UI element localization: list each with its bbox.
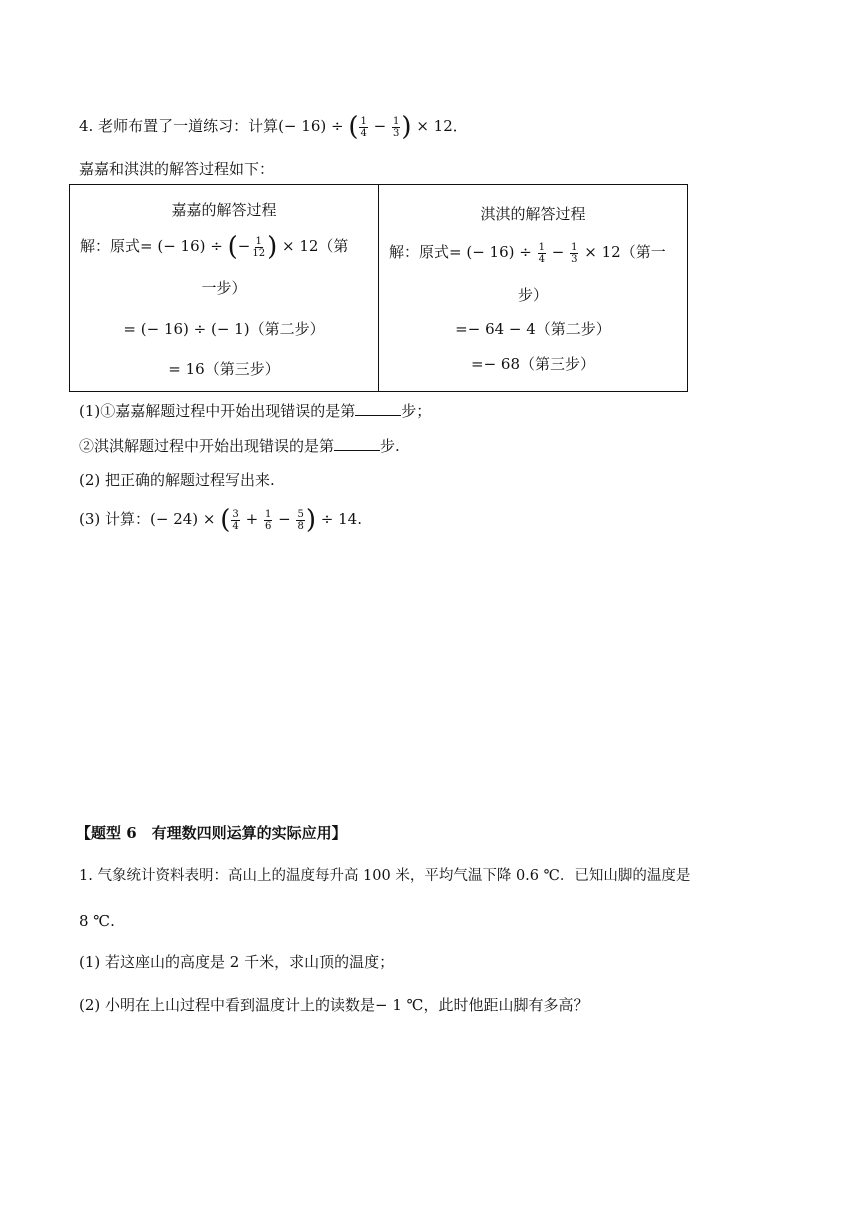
- jiajia-step-3: = 16（第三步）: [168, 360, 280, 378]
- jiajia-step-1: 解：原式= (− 16) ÷ (− $\frac{1}{12}$ ) × 12（第: [80, 232, 349, 262]
- question-1b: ②淇淇解题过程中开始出现错误的是第 步.: [79, 437, 400, 455]
- problem-6-question-1: (1) 若这座山的高度是 2 千米，求山顶的温度；: [79, 953, 395, 971]
- qiqi-step-3: =− 68（第三步）: [471, 355, 595, 373]
- left-paren: (: [348, 112, 359, 142]
- answer-blank[interactable]: [334, 436, 380, 451]
- qiqi-step-1: 解：原式= (− 16) ÷ $\frac{1}{4}$ − $\frac{1}{3}$ × 12（第一: [389, 241, 666, 265]
- qiqi-title: 淇淇的解答过程: [480, 205, 586, 223]
- qiqi-step-1-wrap: 步）: [517, 286, 548, 304]
- question-3: (3) 计算：(− 24) × ( $\frac{3}{4}$ + $\frac{1}{6}$ − $\frac{5}{8}$ ) ÷ 14.: [79, 505, 362, 535]
- answer-blank[interactable]: [355, 401, 401, 416]
- qiqi-solution-cell: [379, 185, 688, 392]
- qiqi-step-2: =− 64 − 4（第二步）: [455, 320, 611, 338]
- jiajia-step-2: = (− 16) ÷ (− 1)（第二步）: [123, 320, 325, 338]
- problem-6-question-2: (2) 小明在上山过程中看到温度计上的读数是− 1 ℃，此时他距山脚有多高？: [79, 996, 589, 1014]
- problem-4-intro: 嘉嘉和淇淇的解答过程如下：: [79, 160, 275, 178]
- question-1a: (1)①嘉嘉解题过程中开始出现错误的是第 步；: [79, 402, 432, 420]
- problem-6-1-line-1: 1. 气象统计资料表明：高山上的温度每升高 100 米，平均气温下降 0.6 ℃．已知山脚的温度是: [79, 868, 691, 884]
- jiajia-step-1-wrap: 一步）: [201, 279, 247, 297]
- fraction: $\frac{1}{4}$: [360, 115, 367, 139]
- solutions-table: [69, 184, 688, 392]
- section-6-heading: 【题型 6 有理数四则运算的实际应用】: [76, 824, 347, 842]
- problem-4-statement: 4. 老师布置了一道练习：计算(− 16) ÷ ( $\frac{1}{4}$ − $\frac{1}{3}$ ) × 12．: [79, 112, 468, 142]
- fraction: $\frac{1}{3}$: [393, 115, 400, 139]
- jiajia-title: 嘉嘉的解答过程: [171, 201, 277, 219]
- question-2: (2) 把正确的解题过程写出来.: [79, 471, 275, 489]
- jiajia-solution-cell: [70, 185, 379, 392]
- problem-6-1-line-2: 8 ℃.: [79, 912, 115, 930]
- right-paren: ): [401, 112, 412, 142]
